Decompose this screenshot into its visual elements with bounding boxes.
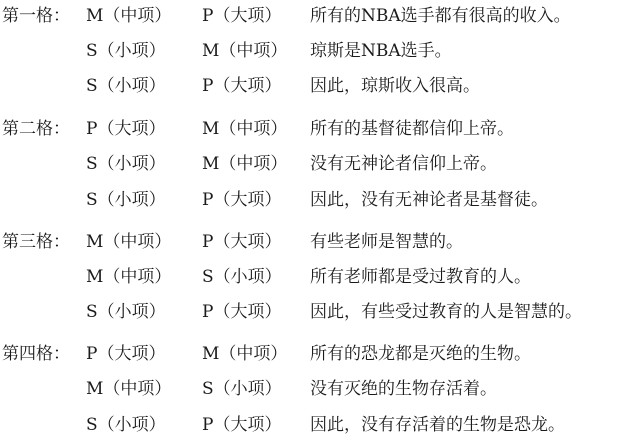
statement: 没有无神论者信仰上帝。: [310, 154, 497, 174]
term-1: S（小项）: [86, 41, 166, 61]
term-2: S（小项）: [202, 267, 282, 287]
figure-label: 第四格：: [2, 344, 70, 364]
term-2: P（大项）: [202, 302, 282, 322]
statement: 因此，没有存活着的生物是恐龙。: [310, 415, 565, 435]
statement: 所有的恐龙都是灭绝的生物。: [310, 344, 531, 364]
term-1: P（大项）: [86, 344, 166, 364]
term-1: P（大项）: [86, 119, 166, 139]
statement: 有些老师是智慧的。: [310, 232, 463, 252]
term-2: P（大项）: [202, 6, 282, 26]
term-2: M（中项）: [202, 119, 288, 139]
term-2: S（小项）: [202, 379, 282, 399]
figure-2-line-3: [0, 185, 638, 215]
term-2: P（大项）: [202, 232, 282, 252]
term-1: S（小项）: [86, 415, 166, 435]
figure-3-line-1: [0, 227, 638, 257]
statement: 没有灭绝的生物存活着。: [310, 379, 497, 399]
figure-4-line-3: [0, 410, 638, 440]
statement: 因此，有些受过教育的人是智慧的。: [310, 302, 582, 322]
figure-label: 第一格：: [2, 6, 70, 26]
statement: 因此，没有无神论者是基督徒。: [310, 190, 548, 210]
term-1: M（中项）: [86, 379, 172, 399]
term-1: S（小项）: [86, 302, 166, 322]
figure-1-line-2: [0, 36, 638, 66]
figure-3-line-3: [0, 297, 638, 327]
figure-1-line-3: [0, 71, 638, 101]
term-2: M（中项）: [202, 154, 288, 174]
statement: 因此，琼斯收入很高。: [310, 76, 480, 96]
figure-4-line-1: [0, 339, 638, 369]
term-2: P（大项）: [202, 415, 282, 435]
figure-4-line-2: [0, 374, 638, 404]
term-2: M（中项）: [202, 41, 288, 61]
figure-3-line-2: [0, 262, 638, 292]
term-1: S（小项）: [86, 190, 166, 210]
term-1: M（中项）: [86, 267, 172, 287]
figure-label: 第二格：: [2, 119, 70, 139]
figure-label: 第三格：: [2, 232, 70, 252]
term-1: M（中项）: [86, 232, 172, 252]
statement: 所有老师都是受过教育的人。: [310, 267, 531, 287]
statement: 所有的NBA选手都有很高的收入。: [310, 6, 571, 26]
figure-2-line-2: [0, 149, 638, 179]
term-2: P（大项）: [202, 190, 282, 210]
term-2: P（大项）: [202, 76, 282, 96]
term-1: M（中项）: [86, 6, 172, 26]
statement: 琼斯是NBA选手。: [310, 41, 452, 61]
figure-2-line-1: [0, 114, 638, 144]
term-1: S（小项）: [86, 154, 166, 174]
statement: 所有的基督徒都信仰上帝。: [310, 119, 514, 139]
term-2: M（中项）: [202, 344, 288, 364]
term-1: S（小项）: [86, 76, 166, 96]
figure-1-line-1: [0, 1, 638, 31]
